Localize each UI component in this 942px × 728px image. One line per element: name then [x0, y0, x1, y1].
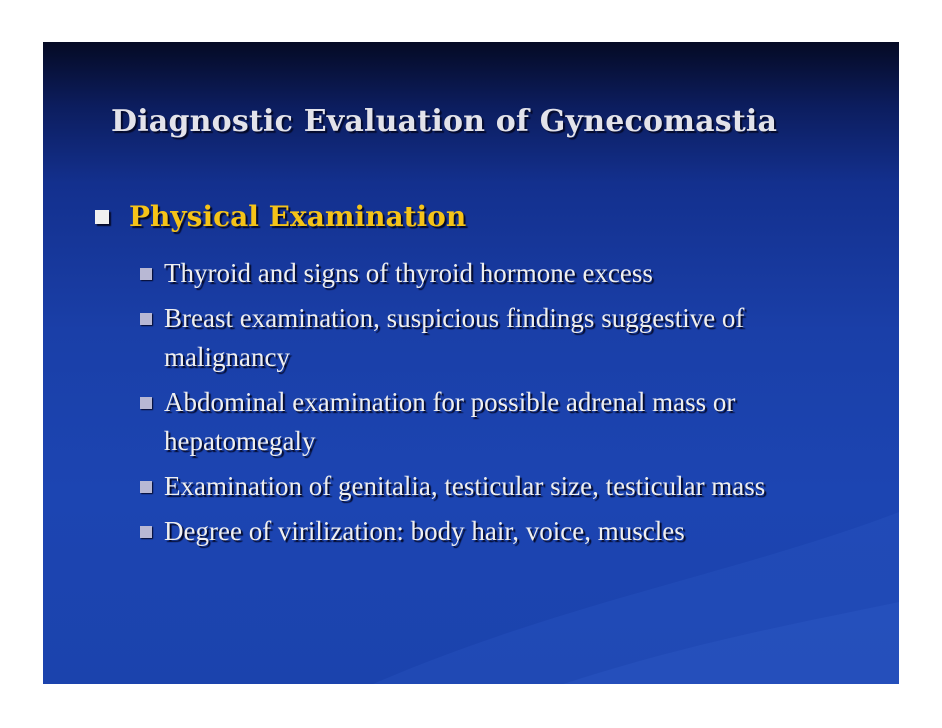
square-bullet-icon [140, 526, 152, 538]
section-heading: Physical Examination [129, 200, 467, 233]
list-item-text: Examination of genitalia, testicular size, testicular mass [164, 471, 766, 501]
list-item [140, 467, 860, 506]
square-bullet-icon [140, 397, 152, 409]
list-item-text: Degree of virilization: body hair, voice, muscles [164, 516, 685, 546]
square-bullet-icon [95, 210, 109, 224]
list-item-text: Thyroid and signs of thyroid hormone excess [164, 258, 653, 288]
slide-title: Diagnostic Evaluation of Gynecomastia [111, 104, 778, 139]
list-item-text: Breast examination, suspicious findings suggestive of malignancy [164, 303, 745, 372]
list-item-text: Abdominal examination for possible adrenal mass or hepatomegaly [164, 387, 736, 456]
slide [43, 42, 899, 684]
list-item [140, 383, 860, 461]
list-item [140, 512, 860, 551]
list-item [140, 254, 860, 293]
bullet-list [140, 254, 860, 557]
square-bullet-icon [140, 313, 152, 325]
square-bullet-icon [140, 268, 152, 280]
square-bullet-icon [140, 481, 152, 493]
list-item [140, 299, 860, 377]
section-heading-row [95, 200, 466, 233]
